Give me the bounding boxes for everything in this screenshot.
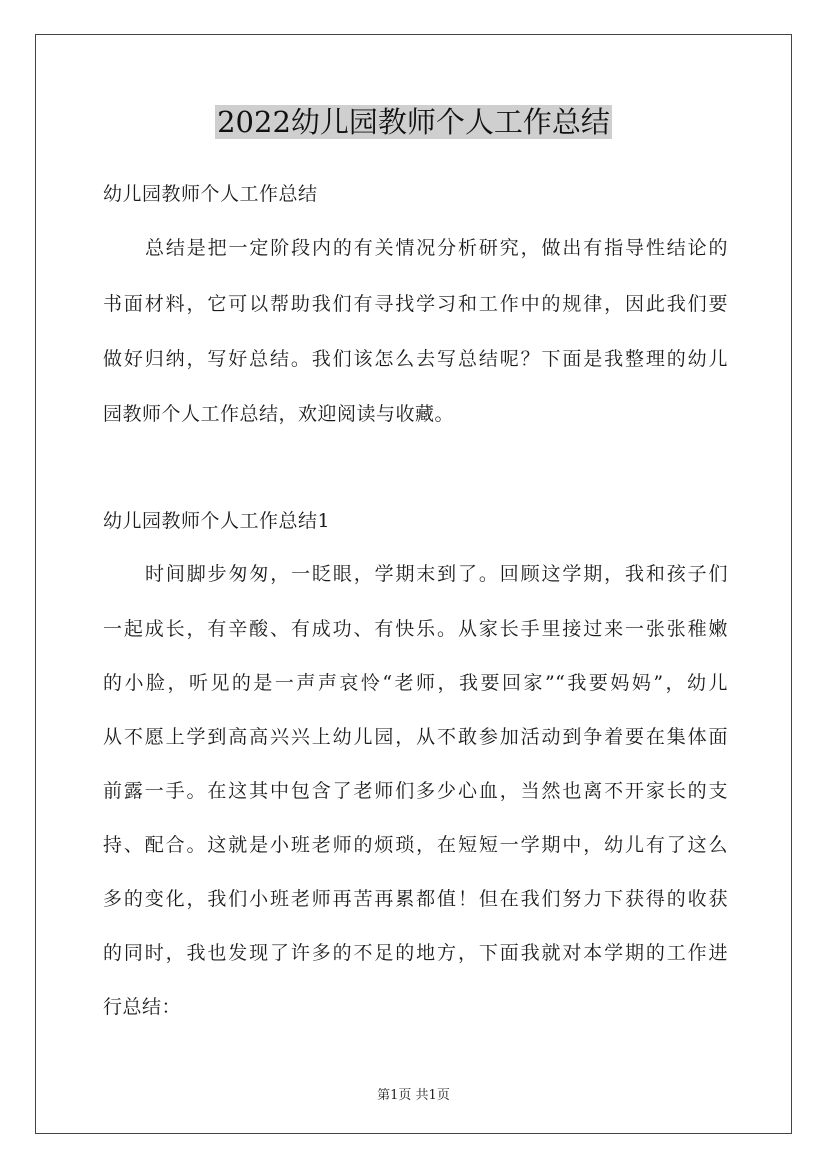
section-line-2: 一起成长，有辛酸、有成功、有快乐。从家长手里接过来一张张稚嫩 [103, 618, 728, 640]
intro-line-4: 园教师个人工作总结，欢迎阅读与收藏。 [103, 403, 455, 425]
page-footer: 第1页 共1页 [377, 1088, 450, 1103]
document-subtitle: 幼儿园教师个人工作总结 [103, 183, 318, 205]
section-line-9: 行总结： [103, 996, 182, 1018]
section-line-6: 持、配合。这就是小班老师的烦琐，在短短一学期中，幼儿有了这么 [103, 834, 728, 856]
document-title: 2022幼儿园教师个人工作总结 [217, 105, 610, 139]
section-line-7: 多的变化，我们小班老师再苦再累都值！但在我们努力下获得的收获 [103, 888, 728, 910]
section-line-3: 的小脸，听见的是一声声哀怜“老师，我要回家”“我要妈妈”，幼儿 [103, 672, 728, 694]
intro-line-3: 做好归纳，写好总结。我们该怎么去写总结呢？下面是我整理的幼儿 [103, 348, 728, 370]
intro-line-1: 总结是把一定阶段内的有关情况分析研究，做出有指导性结论的 [145, 237, 728, 259]
section-line-8: 的同时，我也发现了许多的不足的地方，下面我就对本学期的工作进 [103, 942, 728, 964]
section-heading: 幼儿园教师个人工作总结1 [103, 510, 331, 532]
section-line-1: 时间脚步匆匆，一眨眼，学期末到了。回顾这学期，我和孩子们 [145, 563, 728, 585]
intro-line-2: 书面材料，它可以帮助我们有寻找学习和工作中的规律，因此我们要 [103, 293, 728, 315]
document-title-wrap [0, 100, 827, 144]
section-line-5: 前露一手。在这其中包含了老师们多少心血，当然也离不开家长的支 [103, 780, 728, 802]
section-line-4: 从不愿上学到高高兴兴上幼儿园，从不敢参加活动到争着要在集体面 [103, 726, 728, 748]
